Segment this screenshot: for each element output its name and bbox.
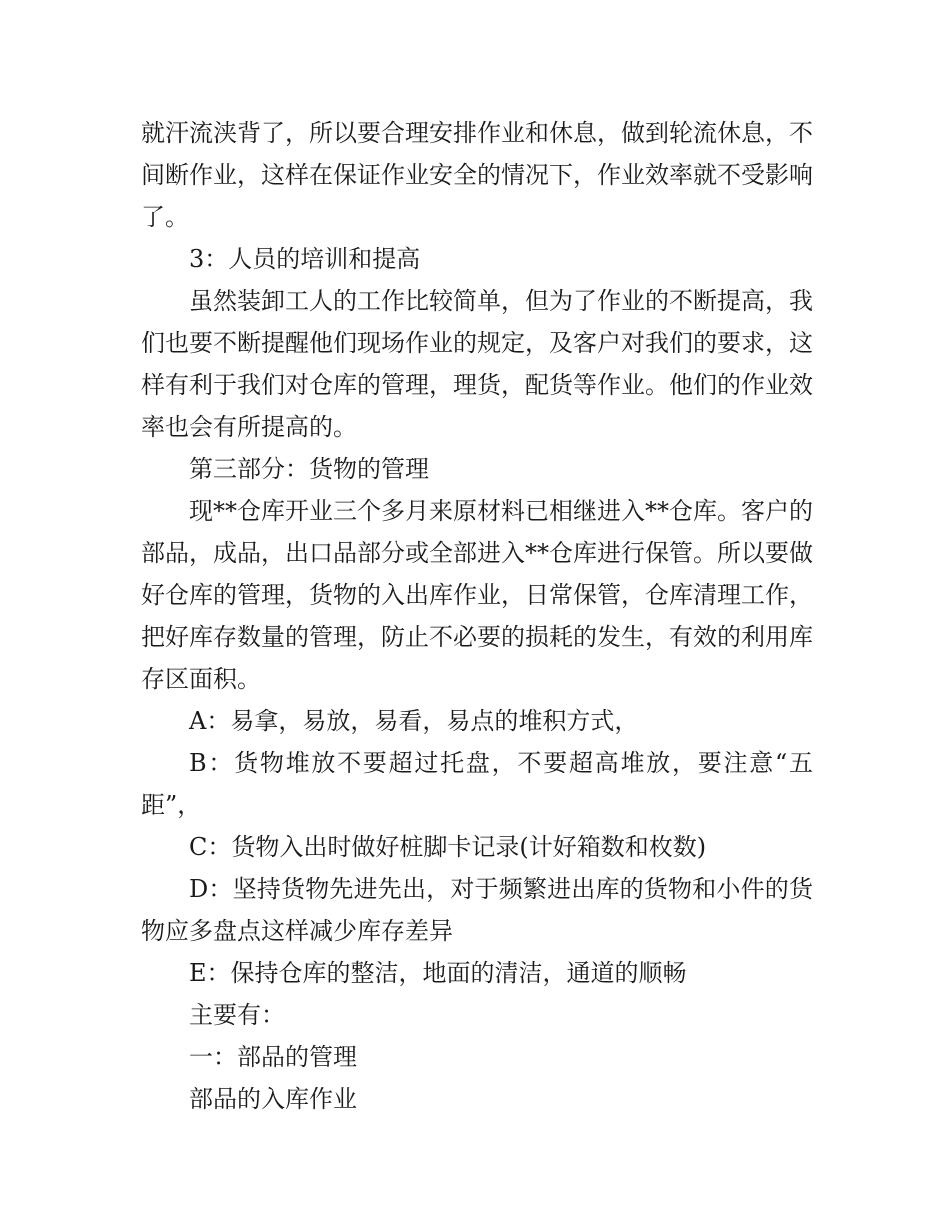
section-heading-staff-training: 3：人员的培训和提高 bbox=[189, 245, 421, 273]
paragraph-continuation: 就汗流浃背了，所以要合理安排作业和休息，做到轮流休息，不间断作业，这样在保证作业安全的情况下，作业效率就不受影响了。 bbox=[141, 119, 813, 231]
list-item-a: A：易拿，易放，易看，易点的堆积方式， bbox=[189, 707, 639, 735]
section-heading-part-three: 第三部分：货物的管理 bbox=[189, 455, 429, 483]
subheading-parts-inbound: 部品的入库作业 bbox=[189, 1085, 357, 1113]
paragraph-main-items: 主要有： bbox=[189, 1001, 285, 1029]
list-item-c: C：货物入出时做好桩脚卡记录(计好箱数和枚数) bbox=[189, 833, 707, 861]
list-item-d: D：坚持货物先进先出，对于频繁进出库的货物和小件的货物应多盘点这样减少库存差异 bbox=[141, 875, 813, 945]
paragraph-staff-training: 虽然装卸工人的工作比较简单，但为了作业的不断提高，我们也要不断提醒他们现场作业的规定，及客户对我们的要求，这样有利于我们对仓库的管理，理货，配货等作业。他们的作业效率也会有所提高的。 bbox=[141, 287, 813, 441]
paragraph-warehouse-intro: 现**仓库开业三个多月来原材料已相继进入**仓库。客户的部品，成品，出口品部分或全部进入**仓库进行保管。所以要做好仓库的管理，货物的入出库作业，日常保管，仓库清理工作，把好库存数量的管理，防止不必要的损耗的发生，有效的利用库存区面积。 bbox=[141, 497, 813, 693]
list-item-e: E：保持仓库的整洁，地面的清洁，通道的顺畅 bbox=[189, 959, 687, 987]
list-item-b: B：货物堆放不要超过托盘，不要超高堆放，要注意“五距”， bbox=[141, 749, 813, 819]
subheading-parts-management: 一：部品的管理 bbox=[189, 1043, 357, 1071]
document-page bbox=[141, 112, 813, 1120]
